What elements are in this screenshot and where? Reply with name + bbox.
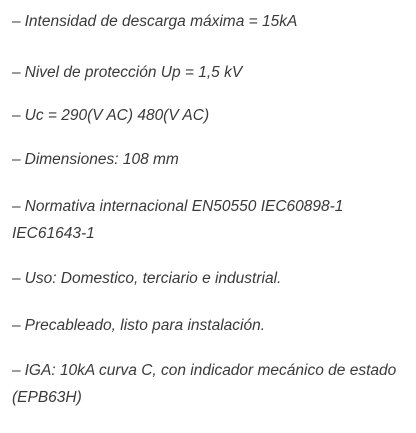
bullet-dash: – — [12, 317, 21, 334]
bullet-dash: – — [12, 13, 21, 30]
spec-text: Precableado, listo para instalación. — [24, 317, 266, 334]
spec-text: Dimensiones: 108 mm — [24, 151, 179, 168]
spec-text: Normativa internacional EN50550 IEC60898-1 IEC61643-1 — [12, 198, 344, 242]
bullet-dash: – — [12, 198, 21, 215]
bullet-dash: – — [12, 270, 21, 287]
spec-item-usage — [12, 265, 408, 292]
spec-text: IGA: 10kA curva C, con indicador mecánico de estado (EPB63H) — [12, 362, 397, 406]
spec-item-dimensions — [12, 146, 408, 173]
bullet-dash: – — [12, 362, 21, 379]
spec-item-iga — [12, 357, 408, 411]
spec-text: Uso: Domestico, terciario e industrial. — [24, 270, 282, 287]
spec-text: Nivel de protección Up = 1,5 kV — [24, 64, 243, 81]
bullet-dash: – — [12, 107, 21, 124]
bullet-dash: – — [12, 64, 21, 81]
spec-item-uc-voltage — [12, 102, 408, 129]
spec-item-prewired — [12, 312, 408, 339]
spec-item-discharge-current — [12, 8, 408, 35]
bullet-dash: – — [12, 151, 21, 168]
spec-item-standards — [12, 193, 408, 247]
spec-text: Uc = 290(V AC) 480(V AC) — [24, 107, 210, 124]
spec-text: Intensidad de descarga máxima = 15kA — [24, 13, 298, 30]
spec-item-protection-level — [12, 59, 408, 86]
